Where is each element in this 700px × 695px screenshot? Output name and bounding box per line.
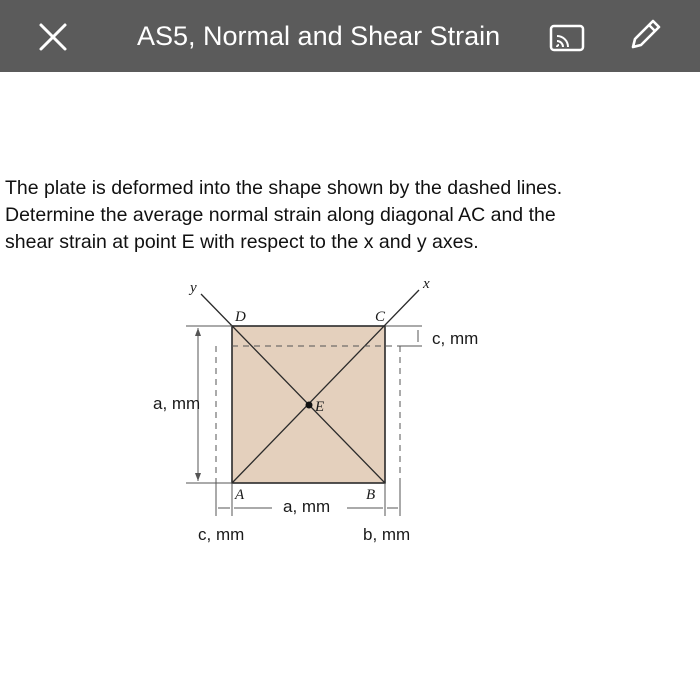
pencil-icon: [624, 13, 666, 55]
dim-label-bottom-left: c, mm: [198, 525, 245, 544]
point-e-dot: [306, 402, 313, 409]
title-bar: [0, 0, 700, 72]
question-line: shear strain at point E with respect to the x and y axes.: [5, 231, 479, 253]
label-point-a: A: [235, 487, 245, 503]
close-button[interactable]: [32, 16, 74, 58]
arrow-head: [195, 328, 201, 336]
question-text: [5, 175, 685, 256]
close-icon: [32, 16, 74, 58]
label-point-d: D: [235, 309, 246, 325]
label-point-b: B: [366, 487, 376, 503]
dim-label-bottom-width: a, mm: [283, 497, 331, 516]
plate-figure: [0, 270, 700, 560]
label-point-c: C: [375, 309, 386, 325]
arrow-head: [195, 473, 201, 481]
label-point-e: E: [315, 399, 325, 415]
label-axis-x: x: [423, 276, 430, 292]
page-title: AS5, Normal and Shear Strain: [137, 21, 501, 51]
question-line: The plate is deformed into the shape shown by the dashed lines.: [5, 177, 563, 199]
dim-label-left-height: a, mm: [153, 394, 201, 413]
label-axis-y: y: [190, 280, 197, 296]
dim-label-top-right: c, mm: [432, 329, 479, 348]
edit-button[interactable]: [624, 13, 666, 55]
cast-button[interactable]: [549, 23, 585, 53]
question-line: Determine the average normal strain along diagonal AC and the: [5, 204, 556, 226]
cast-icon: [549, 23, 585, 53]
dim-label-bottom-right: b, mm: [363, 525, 411, 544]
